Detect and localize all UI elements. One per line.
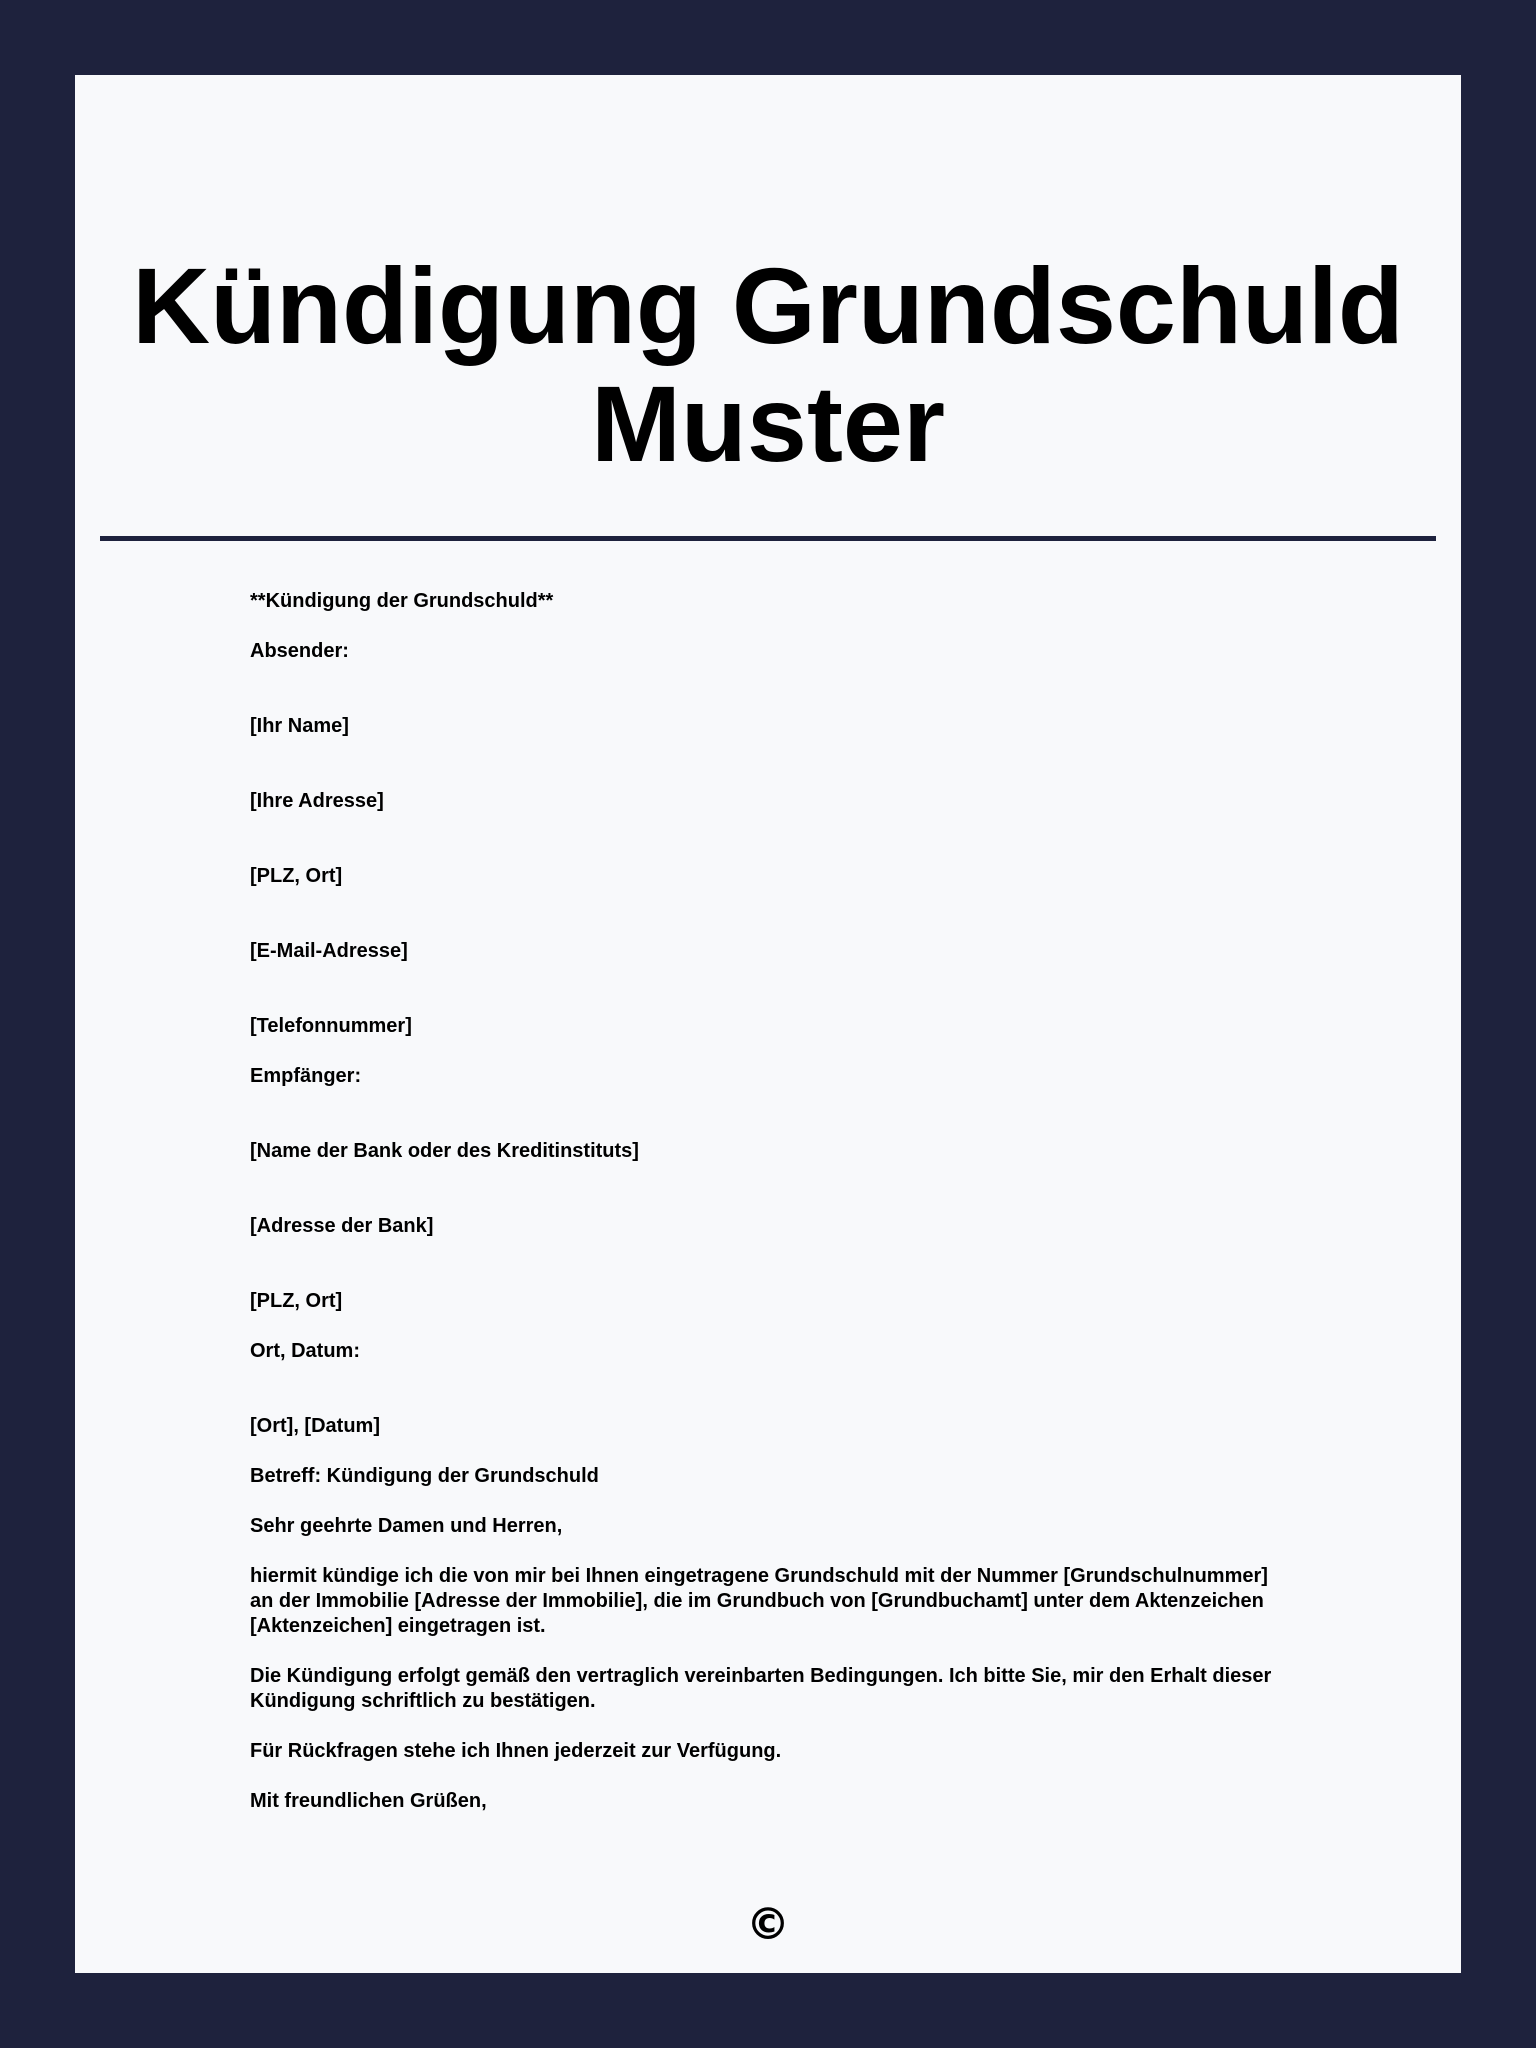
title-divider	[100, 536, 1436, 541]
sender-address: [Ihre Adresse]	[250, 790, 384, 812]
sender-email: [E-Mail-Adresse]	[250, 940, 408, 962]
paragraph-2-line-1: Die Kündigung erfolgt gemäß den vertraglich vereinbarten Bedingungen. Ich bitte Sie, mir den Erhalt dieser	[250, 1665, 1272, 1687]
page-title-line-2: Muster	[590, 363, 946, 484]
sender-phone: [Telefonnummer]	[250, 1015, 412, 1037]
paragraph-2-line-2: Kündigung schriftlich zu bestätigen.	[250, 1690, 596, 1712]
document-page	[75, 75, 1461, 1973]
sender-label: Absender:	[250, 640, 349, 662]
recipient-bank-address: [Adresse der Bank]	[250, 1215, 434, 1237]
place-date-value: [Ort], [Datum]	[250, 1415, 380, 1437]
letter-subject: Betreff: Kündigung der Grundschuld	[250, 1465, 599, 1487]
recipient-city: [PLZ, Ort]	[250, 1290, 343, 1312]
page-title-line-1: Kündigung Grundschuld	[132, 245, 1404, 366]
sender-city: [PLZ, Ort]	[250, 865, 343, 887]
copyright-icon: ©	[746, 1899, 790, 1950]
sender-name: [Ihr Name]	[250, 715, 349, 737]
recipient-bank-name: [Name der Bank oder des Kreditinstituts]	[250, 1140, 639, 1162]
letter-heading: **Kündigung der Grundschuld**	[250, 590, 554, 612]
paragraph-1-line-1: hiermit kündige ich die von mir bei Ihnen eingetragene Grundschuld mit der Nummer [Grundschulnummer]	[250, 1565, 1268, 1587]
page-title	[75, 247, 1461, 483]
place-date-label: Ort, Datum:	[250, 1340, 360, 1362]
recipient-label: Empfänger:	[250, 1065, 362, 1087]
paragraph-1-line-2: an der Immobilie [Adresse der Immobilie], die im Grundbuch von [Grundbuchamt] unter dem Aktenzeichen	[250, 1590, 1264, 1612]
letter-closing: Mit freundlichen Grüßen,	[250, 1790, 487, 1812]
paragraph-1-line-3: [Aktenzeichen] eingetragen ist.	[250, 1615, 546, 1637]
paragraph-3: Für Rückfragen stehe ich Ihnen jederzeit zur Verfügung.	[250, 1740, 782, 1762]
letter-salutation: Sehr geehrte Damen und Herren,	[250, 1515, 563, 1537]
